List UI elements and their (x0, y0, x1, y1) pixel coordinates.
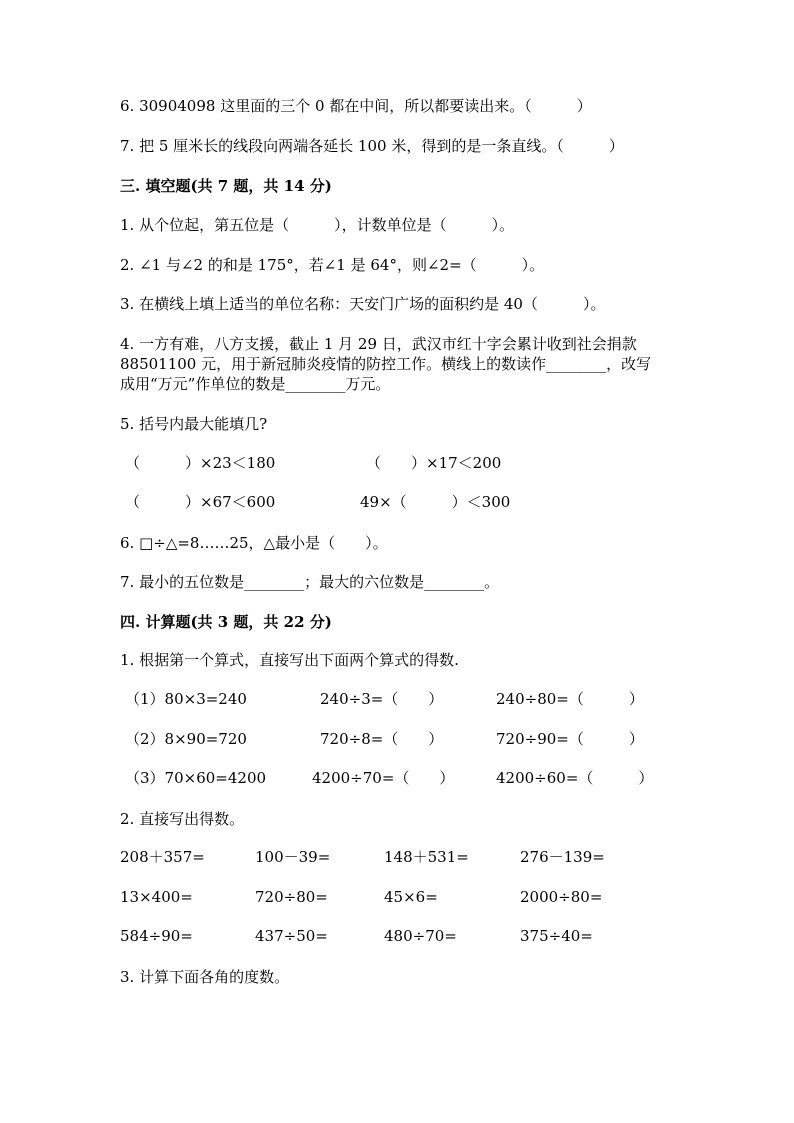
calc-q1-blank: 4200÷60=（ ） (496, 769, 654, 787)
calc-q2-item: 720÷80= (255, 888, 328, 906)
calc-q2-item: 13×400= (120, 888, 193, 906)
fill-question-2: 2. ∠1 与∠2 的和是 175°，若∠1 是 64°，则∠2=（ ）。 (120, 256, 545, 274)
fill-question-4-line-3: 成用“万元”作单位的数是________万元。 (120, 375, 391, 393)
judge-question-6: 6. 30904098 这里面的三个 0 都在中间，所以都要读出来。（ ） (120, 97, 592, 115)
calc-q1-given: （1）80×3=240 (125, 690, 247, 708)
calc-question-3: 3. 计算下面各角的度数。 (120, 968, 290, 986)
calc-q2-item: 584÷90= (120, 927, 193, 945)
calc-q1-given: （2）8×90=720 (125, 730, 247, 748)
calc-q1-given: （3）70×60=4200 (125, 769, 267, 787)
fill-question-5: 5. 括号内最大能填几? (120, 415, 268, 433)
calc-q1-blank: 720÷90=（ ） (496, 730, 644, 748)
calc-q2-item: 208＋357= (120, 848, 205, 866)
calc-q2-item: 375÷40= (520, 927, 593, 945)
fill-question-1: 1. 从个位起，第五位是（ ），计数单位是（ ）。 (120, 216, 515, 234)
calc-q1-blank: 720÷8=（ ） (320, 730, 444, 748)
calc-question-2: 2. 直接写出得数。 (120, 810, 245, 828)
calc-q1-blank: 240÷80=（ ） (496, 690, 644, 708)
fill-question-4-line-2: 88501100 元，用于新冠肺炎疫情的防控工作。横线上的数读作________，改写 (120, 355, 652, 373)
calc-q2-item: 480÷70= (384, 927, 457, 945)
calc-q2-item: 437÷50= (255, 927, 328, 945)
calc-q2-item: 148＋531= (384, 848, 469, 866)
calc-q2-item: 2000÷80= (520, 888, 603, 906)
calc-q1-blank: 4200÷70=（ ） (312, 769, 455, 787)
calc-q2-item: 276－139= (520, 848, 605, 866)
fill-question-4-line-1: 4. 一方有难，八方支援，截止 1 月 29 日，武汉市红十字会累计收到社会捐款 (120, 335, 637, 353)
fill-q5-item: 49×（ ）＜300 (360, 493, 511, 511)
fill-q5-item: （ ）×67＜600 (125, 493, 276, 511)
fill-q5-item: （ ）×17＜200 (366, 454, 502, 472)
calc-question-1: 1. 根据第一个算式，直接写出下面两个算式的得数. (120, 651, 459, 669)
calc-q1-blank: 240÷3=（ ） (320, 690, 444, 708)
fill-question-3: 3. 在横线上填上适当的单位名称：天安门广场的面积约是 40（ ）。 (120, 295, 606, 313)
calc-q2-item: 100－39= (255, 848, 331, 866)
fill-question-6: 6. □÷△=8……25，△最小是（ ）。 (120, 534, 388, 552)
section-heading-calc: 四. 计算题(共 3 题，共 22 分) (120, 613, 332, 631)
fill-q5-item: （ ）×23＜180 (125, 454, 276, 472)
section-heading-fill: 三. 填空题(共 7 题，共 14 分) (120, 177, 332, 195)
calc-q2-item: 45×6= (384, 888, 438, 906)
fill-question-7: 7. 最小的五位数是________；最大的六位数是________。 (120, 573, 500, 591)
judge-question-7: 7. 把 5 厘米长的线段向两端各延长 100 米，得到的是一条直线。（ ） (120, 137, 624, 155)
